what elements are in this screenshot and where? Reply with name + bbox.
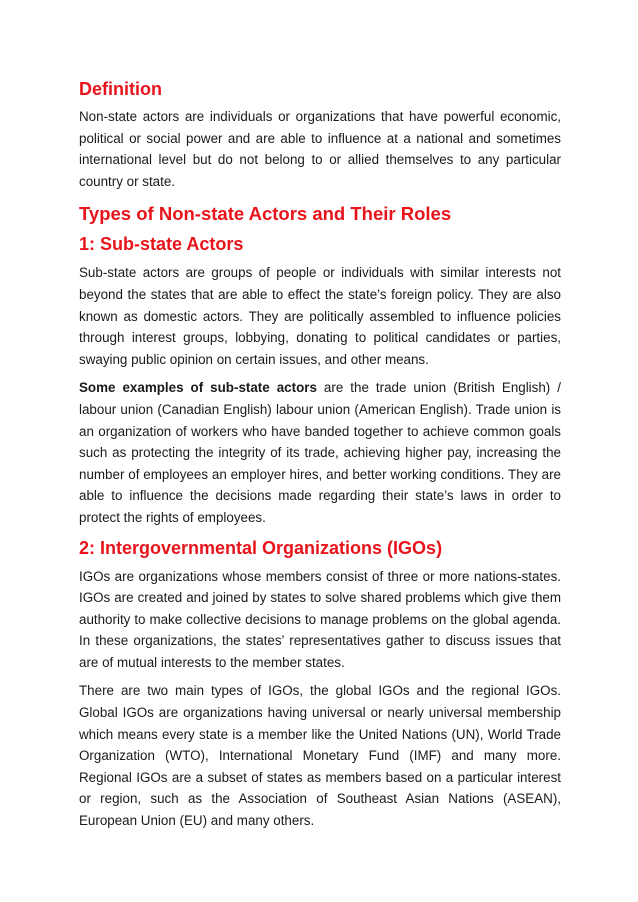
substate-examples-paragraph bbox=[79, 377, 561, 528]
substate-paragraph: Sub-state actors are groups of people or individuals with similar interests not beyond the states that are able to effect the state’s foreign policy. They are also known as domestic actors. They are politically assembled to influence policies through interest groups, lobbying, donating to political candidates or parties, swaying public opinion on certain issues, and other means. bbox=[79, 265, 561, 367]
igos-paragraph-1: IGOs are organizations whose members consist of three or more nations-states. IGOs are created and joined by states to solve shared problems which give them authority to make collective decisions to manage problems on the global agenda. In these organizations, the states’ representatives gather to discuss issues that are of mutual interests to the member states. bbox=[79, 568, 561, 670]
definition-heading: Definition bbox=[79, 79, 162, 99]
igos-paragraph-2: There are two main types of IGOs, the global IGOs and the regional IGOs. Global IGOs are organizations having universal or nearly universal membership which means every state is a member like the United Nations (UN), World Trade Organization (WTO), International Monetary Fund (IMF) and many more. Regional IGOs are a subset of states as members based on a particular interest or region, such as the Association of Southeast Asian Nations (ASEAN), European Union (EU) and many others. bbox=[79, 683, 561, 829]
definition-paragraph: Non-state actors are individuals or organizations that have powerful economic, political or social power and are able to influence at a national and sometimes international level but do not belong to or allied themselves to any particular country or state. bbox=[79, 109, 561, 189]
igos-heading: 2: Intergovernmental Organizations (IGOs) bbox=[79, 537, 443, 558]
document-page bbox=[79, 78, 561, 839]
types-heading: Types of Non-state Actors and Their Roles bbox=[79, 203, 452, 225]
substate-examples-lead: Some examples of sub-state actors bbox=[79, 380, 317, 396]
substate-heading: 1: Sub-state Actors bbox=[79, 234, 244, 255]
substate-examples-text: are the trade union (British English) / labour union (Canadian English) labour union (American English). Trade union is an organization of workers who have banded together to achieve common goals such as protecting the integrity of its trade, achieving higher pay, increasing the number of employees an employer hires, and better working conditions. They are able to influence the decisions made regarding their state’s laws in order to protect the rights of employees. bbox=[79, 380, 561, 525]
